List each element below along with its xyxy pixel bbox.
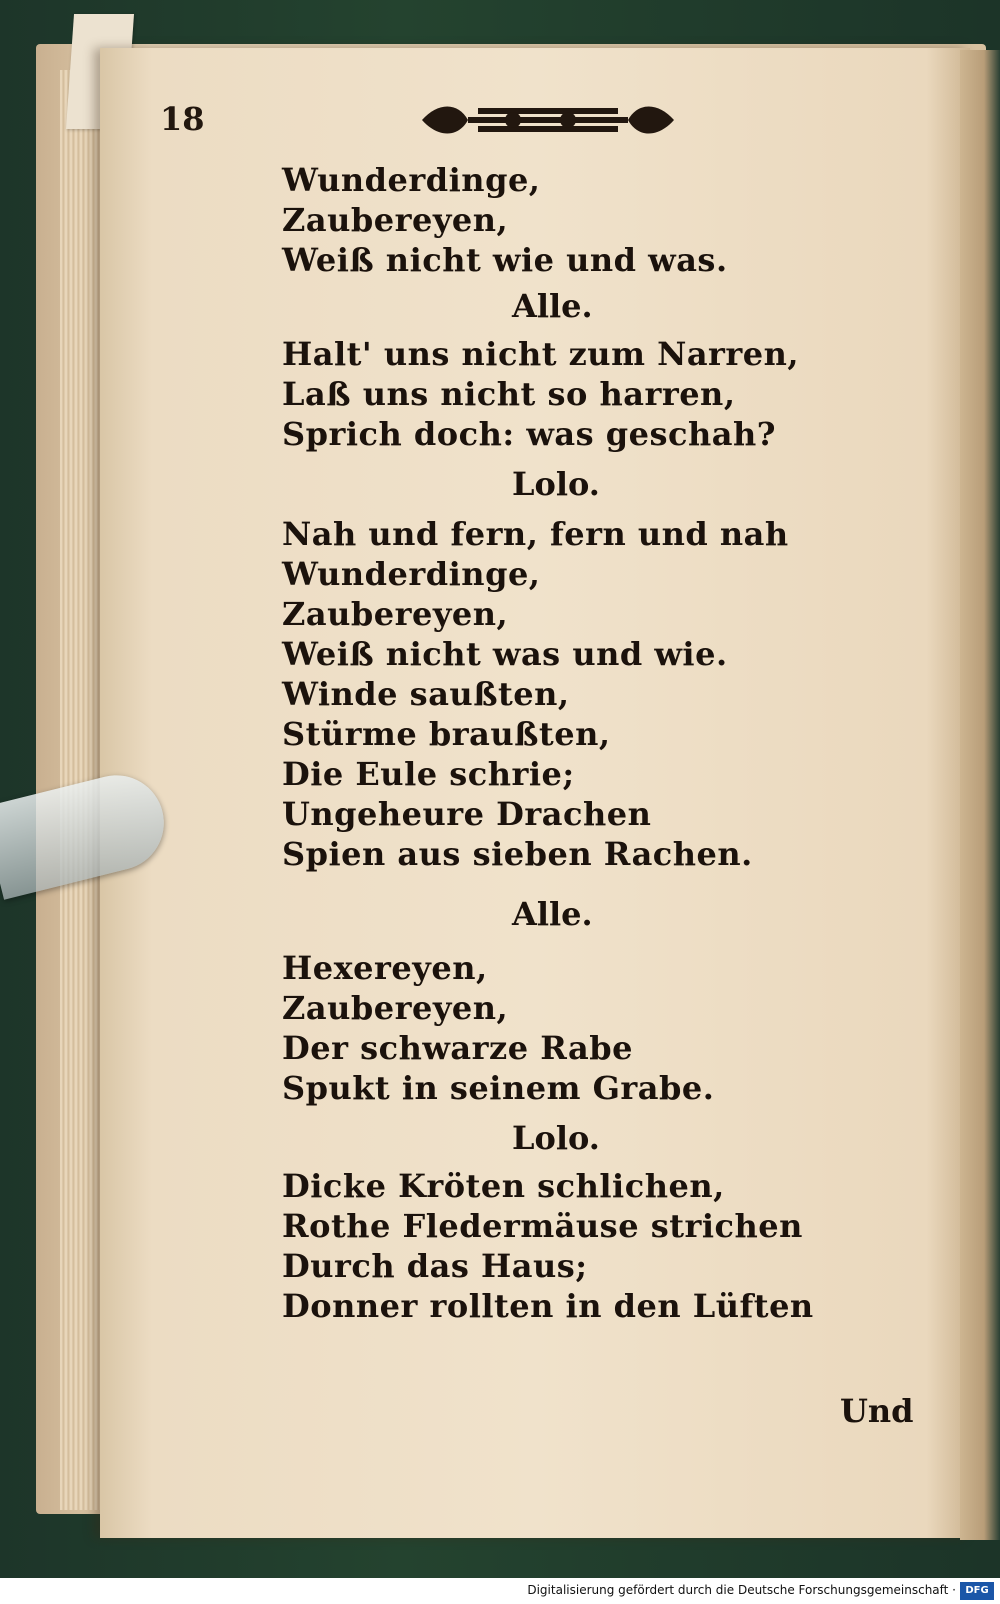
verse-line: Der schwarze Rabe — [282, 1029, 633, 1067]
verse-line: Donner rollten in den Lüften — [282, 1287, 814, 1325]
dfg-logo[interactable]: DFG — [960, 1582, 994, 1600]
verse-line: Zaubereyen, — [282, 989, 509, 1027]
ornament-icon — [418, 100, 678, 140]
verse-line: Spien aus sieben Rachen. — [282, 835, 753, 873]
verse-line: Ungeheure Drachen — [282, 795, 652, 833]
verse-line: Durch das Haus; — [282, 1247, 588, 1285]
verse-line: Weiß nicht wie und was. — [282, 241, 728, 279]
footer-bar — [0, 1578, 1000, 1604]
verse-line: Laß uns nicht so harren, — [282, 375, 736, 413]
verse-line: Die Eule schrie; — [282, 755, 575, 793]
verse-line: Hexereyen, — [282, 949, 488, 987]
verse-line: Nah und fern, fern und nah — [282, 515, 789, 553]
footer-credit: Digitalisierung gefördert durch die Deutsche Forschungsgemeinschaft · — [527, 1583, 956, 1597]
verse-line: Zaubereyen, — [282, 595, 509, 633]
poem-text — [282, 160, 902, 1326]
speaker-heading: Alle. — [512, 895, 593, 933]
verse-line: Spukt in seinem Grabe. — [282, 1069, 715, 1107]
verse-line: Rothe Fledermäuse strichen — [282, 1207, 803, 1245]
verse-line: Wunderdinge, — [282, 161, 541, 199]
facing-page-edge — [960, 50, 1000, 1540]
verse-line: Dicke Kröten schlichen, — [282, 1167, 725, 1205]
verse-line: Wunderdinge, — [282, 555, 541, 593]
verse-line: Zaubereyen, — [282, 201, 509, 239]
speaker-heading: Lolo. — [512, 465, 600, 503]
speaker-heading: Alle. — [512, 287, 593, 325]
verse-line: Stürme braußten, — [282, 715, 611, 753]
verse-line: Halt' uns nicht zum Narren, — [282, 335, 800, 373]
verse-line: Winde saußten, — [282, 675, 570, 713]
page-number: 18 — [160, 100, 205, 138]
verse-line: Weiß nicht was und wie. — [282, 635, 728, 673]
speaker-heading: Lolo. — [512, 1119, 600, 1157]
verse-line: Sprich doch: was geschah? — [282, 415, 776, 453]
catchword: Und — [840, 1392, 914, 1430]
